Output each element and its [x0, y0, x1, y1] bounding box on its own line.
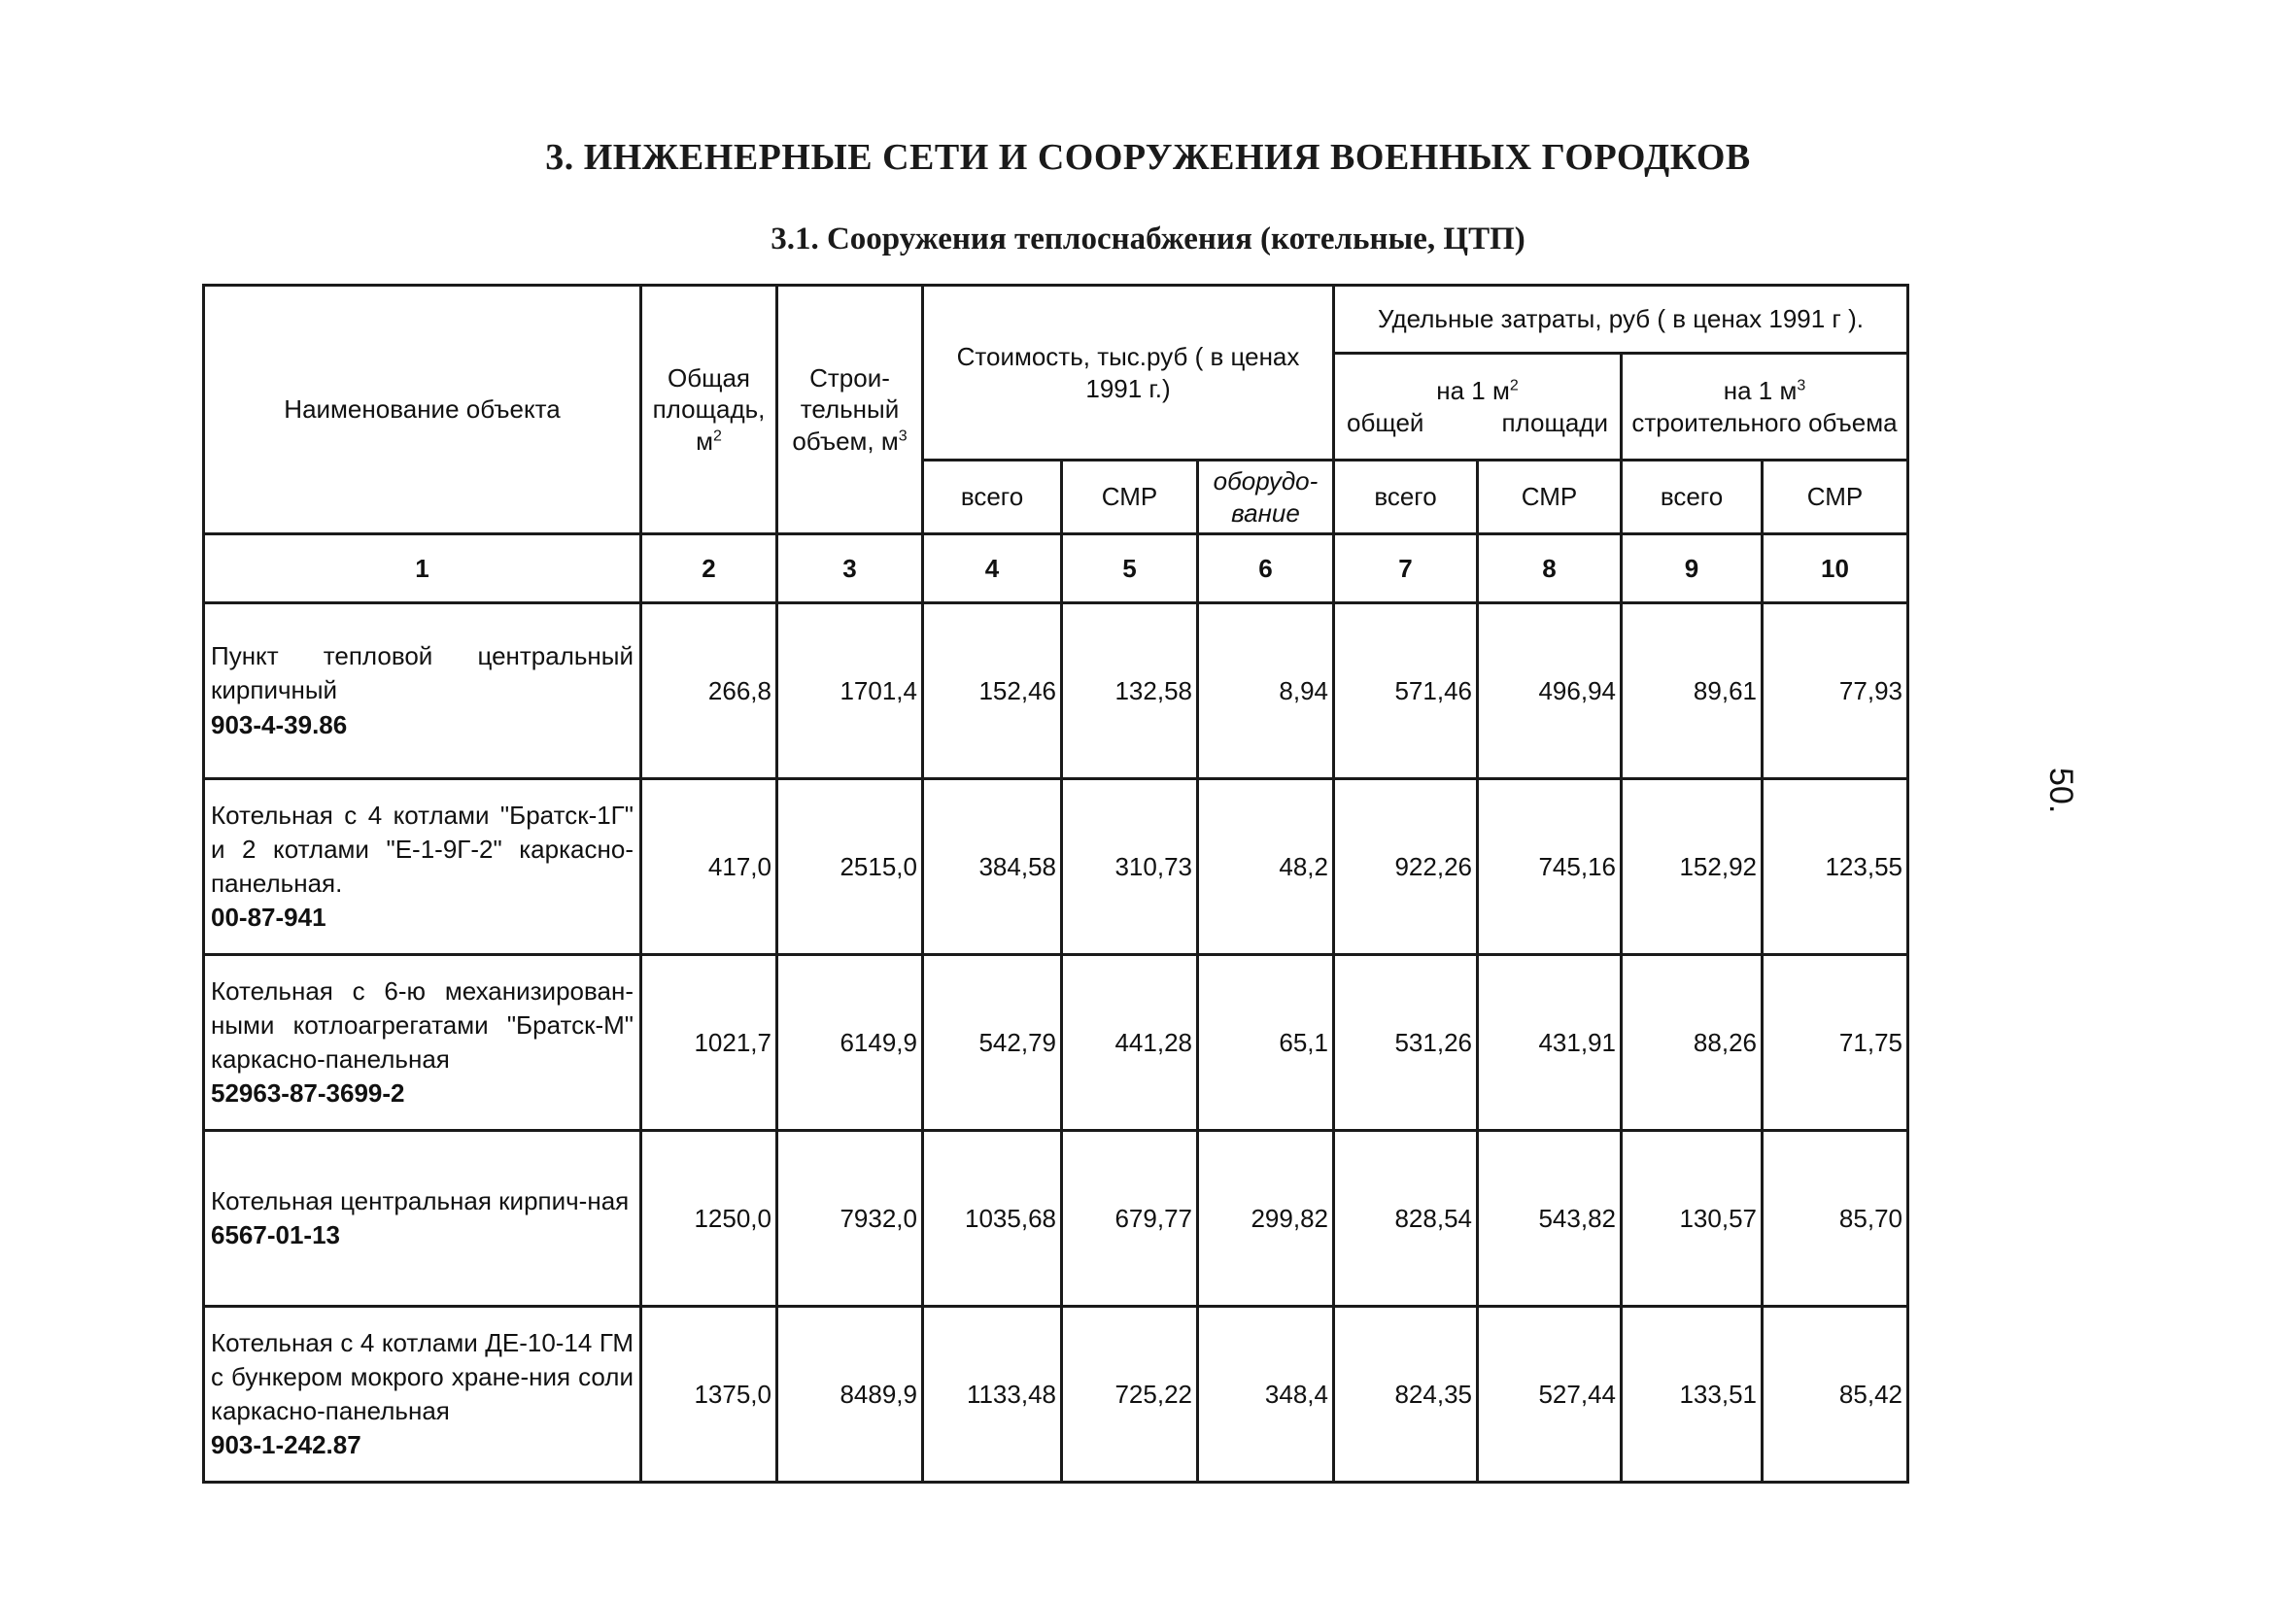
header-per-m2: на 1 $м^2$ общей площади — [1334, 354, 1622, 461]
cost-equipment-cell: 348,4 — [1198, 1307, 1334, 1483]
m3-smr-cell: 123,55 — [1763, 779, 1908, 955]
column-number: 8 — [1478, 534, 1622, 603]
m3-smr-cell: 85,42 — [1763, 1307, 1908, 1483]
project-code: 52963-87-3699-2 — [211, 1078, 405, 1109]
header-cost-equipment: оборудо-вание — [1198, 461, 1334, 534]
m2-smr-cell: 527,44 — [1478, 1307, 1622, 1483]
column-number: 5 — [1062, 534, 1198, 603]
m3-total-cell: 130,57 — [1622, 1131, 1763, 1307]
cost-smr-cell: 441,28 — [1062, 955, 1198, 1131]
cost-total-cell: 1035,68 — [923, 1131, 1062, 1307]
header-cost-smr: СМР — [1062, 461, 1198, 534]
page-number: 50. — [2042, 768, 2079, 814]
m2-smr-cell: 431,91 — [1478, 955, 1622, 1131]
column-number: 6 — [1198, 534, 1334, 603]
header-volume: Строи-тельный объем, $м^3$ — [777, 286, 923, 534]
cost-equipment-cell: 8,94 — [1198, 603, 1334, 779]
table-row — [204, 955, 1908, 1131]
m3-smr-cell: 71,75 — [1763, 955, 1908, 1131]
object-name-cell — [204, 955, 641, 1131]
object-name: Котельная центральная кирпич-ная — [211, 1185, 630, 1215]
object-name: Котельная с 4 котлами ДЕ-10-14 ГМ с бункером мокрого хране-ния соли каркасно-панельная — [211, 1327, 634, 1425]
project-code: 903-4-39.86 — [211, 709, 348, 739]
section-heading: 3. ИНЖЕНЕРНЫЕ СЕТИ И СООРУЖЕНИЯ ВОЕННЫХ ГОРОДКОВ — [545, 137, 1751, 178]
area-cell: 1375,0 — [641, 1307, 777, 1483]
object-name: Котельная с 6-ю механизирован-ными котлоагрегатами "Братск-М" каркасно-панельная — [211, 975, 634, 1074]
area-cell: 266,8 — [641, 603, 777, 779]
cost-equipment-cell: 48,2 — [1198, 779, 1334, 955]
cost-smr-cell: 725,22 — [1062, 1307, 1198, 1483]
m2-total-cell: 571,46 — [1334, 603, 1478, 779]
header-specific-costs: Удельные затраты, руб ( в ценах 1991 г ). — [1334, 286, 1908, 354]
object-name-cell — [204, 1131, 641, 1307]
column-number: 7 — [1334, 534, 1478, 603]
m2-total-cell: 824,35 — [1334, 1307, 1478, 1483]
object-name: Пункт тепловой центральный кирпичный — [211, 641, 634, 705]
m3-total-cell: 89,61 — [1622, 603, 1763, 779]
m2-smr-cell: 745,16 — [1478, 779, 1622, 955]
cost-smr-cell: 679,77 — [1062, 1131, 1198, 1307]
column-number: 9 — [1622, 534, 1763, 603]
project-code: 903-1-242.87 — [211, 1430, 361, 1460]
m3-total-cell: 152,92 — [1622, 779, 1763, 955]
area-cell: 1250,0 — [641, 1131, 777, 1307]
m2-total-cell: 531,26 — [1334, 955, 1478, 1131]
cost-total-cell: 384,58 — [923, 779, 1062, 955]
m3-smr-cell: 85,70 — [1763, 1131, 1908, 1307]
m3-smr-cell: 77,93 — [1763, 603, 1908, 779]
area-cell: 417,0 — [641, 779, 777, 955]
volume-cell: 1701,4 — [777, 603, 923, 779]
header-m2-total: всего — [1334, 461, 1478, 534]
m3-total-cell: 133,51 — [1622, 1307, 1763, 1483]
project-code: 6567-01-13 — [211, 1220, 340, 1249]
cost-equipment-cell: 299,82 — [1198, 1131, 1334, 1307]
table-row — [204, 1131, 1908, 1307]
cost-smr-cell: 310,73 — [1062, 779, 1198, 955]
header-per-m3: на 1 $м^3$ строительного объема — [1622, 354, 1908, 461]
object-name: Котельная с 4 котлами "Братск-1Г" и 2 котлами "Е-1-9Г-2" каркасно-панельная. — [211, 800, 634, 898]
m2-smr-cell: 496,94 — [1478, 603, 1622, 779]
volume-cell: 8489,9 — [777, 1307, 923, 1483]
subsection-heading: 3.1. Сооружения теплоснабжения (котельные, ЦТП) — [771, 222, 1525, 256]
column-number: 10 — [1763, 534, 1908, 603]
object-name-cell — [204, 779, 641, 955]
m2-total-cell: 828,54 — [1334, 1131, 1478, 1307]
m3-total-cell: 88,26 — [1622, 955, 1763, 1131]
cost-smr-cell: 132,58 — [1062, 603, 1198, 779]
volume-cell: 6149,9 — [777, 955, 923, 1131]
header-name: Наименование объекта — [204, 286, 641, 534]
object-name-cell — [204, 603, 641, 779]
table-row — [204, 1307, 1908, 1483]
cost-total-cell: 1133,48 — [923, 1307, 1062, 1483]
table-row — [204, 603, 1908, 779]
area-cell: 1021,7 — [641, 955, 777, 1131]
volume-cell: 2515,0 — [777, 779, 923, 955]
column-number: 4 — [923, 534, 1062, 603]
cost-total-cell: 152,46 — [923, 603, 1062, 779]
column-number: 2 — [641, 534, 777, 603]
table-row — [204, 779, 1908, 955]
header-m2-smr: СМР — [1478, 461, 1622, 534]
object-name-cell — [204, 1307, 641, 1483]
volume-cell: 7932,0 — [777, 1131, 923, 1307]
m2-smr-cell: 543,82 — [1478, 1131, 1622, 1307]
header-m3-total: всего — [1622, 461, 1763, 534]
column-number: 3 — [777, 534, 923, 603]
header-cost: Стоимость, тыс.руб ( в ценах 1991 г.) — [923, 286, 1334, 461]
header-cost-total: всего — [923, 461, 1062, 534]
cost-equipment-cell: 65,1 — [1198, 955, 1334, 1131]
project-code: 00-87-941 — [211, 903, 326, 933]
cost-total-cell: 542,79 — [923, 955, 1062, 1131]
column-number: 1 — [204, 534, 641, 603]
m2-total-cell: 922,26 — [1334, 779, 1478, 955]
header-m3-smr: СМР — [1763, 461, 1908, 534]
header-area: Общая площадь, $м^2$ — [641, 286, 777, 534]
cost-table — [202, 284, 1909, 1484]
column-number-row — [204, 534, 1908, 603]
